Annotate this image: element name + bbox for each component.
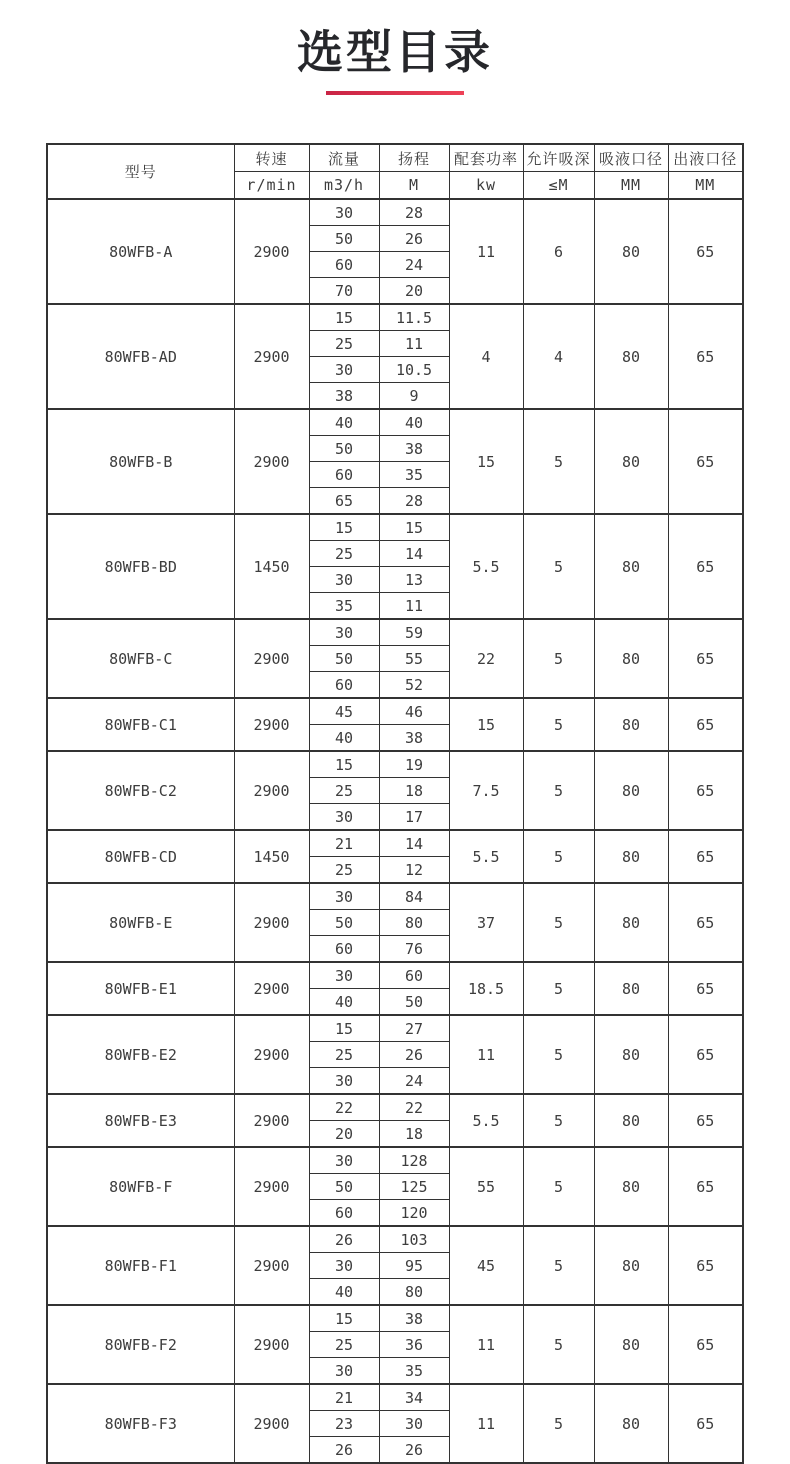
title-underline-decoration [326, 91, 464, 95]
head-cell: 28 [379, 199, 449, 226]
flow-cell: 25 [309, 331, 379, 357]
power-cell: 15 [449, 409, 523, 514]
flow-cell: 20 [309, 1121, 379, 1148]
power-cell: 11 [449, 199, 523, 304]
inlet-cell: 80 [594, 1384, 668, 1463]
inlet-cell: 80 [594, 514, 668, 619]
suction-cell: 5 [523, 698, 594, 751]
flow-cell: 15 [309, 304, 379, 331]
inlet-cell: 80 [594, 304, 668, 409]
flow-cell: 15 [309, 751, 379, 778]
head-cell: 128 [379, 1147, 449, 1174]
power-cell: 5.5 [449, 830, 523, 883]
head-cell: 120 [379, 1200, 449, 1227]
model-cell: 80WFB-F1 [47, 1226, 234, 1305]
flow-cell: 25 [309, 1332, 379, 1358]
flow-cell: 30 [309, 804, 379, 831]
table-row [47, 304, 743, 331]
power-cell: 11 [449, 1384, 523, 1463]
flow-cell: 30 [309, 1068, 379, 1095]
power-cell: 11 [449, 1015, 523, 1094]
flow-cell: 40 [309, 989, 379, 1016]
flow-cell: 30 [309, 567, 379, 593]
power-cell: 18.5 [449, 962, 523, 1015]
head-cell: 38 [379, 436, 449, 462]
flow-cell: 25 [309, 541, 379, 567]
power-cell: 15 [449, 698, 523, 751]
table-header [47, 144, 743, 199]
suction-cell: 5 [523, 514, 594, 619]
page-title: 选型目录 [297, 25, 493, 79]
power-cell: 4 [449, 304, 523, 409]
outlet-cell: 65 [668, 619, 743, 698]
head-cell: 34 [379, 1384, 449, 1411]
header-speed-unit: r/min [234, 172, 309, 200]
table-row [47, 962, 743, 989]
power-cell: 45 [449, 1226, 523, 1305]
suction-cell: 5 [523, 830, 594, 883]
head-cell: 38 [379, 1305, 449, 1332]
model-cell: 80WFB-C2 [47, 751, 234, 830]
head-cell: 46 [379, 698, 449, 725]
model-cell: 80WFB-F3 [47, 1384, 234, 1463]
header-head: 扬程 [379, 144, 449, 172]
head-cell: 76 [379, 936, 449, 963]
suction-cell: 5 [523, 1305, 594, 1384]
header-power-unit: kw [449, 172, 523, 200]
header-outlet: 出液口径 [668, 144, 743, 172]
table-row [47, 883, 743, 910]
speed-cell: 2900 [234, 409, 309, 514]
suction-cell: 5 [523, 619, 594, 698]
table-row [47, 199, 743, 226]
header-flow: 流量 [309, 144, 379, 172]
model-cell: 80WFB-AD [47, 304, 234, 409]
outlet-cell: 65 [668, 830, 743, 883]
outlet-cell: 65 [668, 1015, 743, 1094]
selection-catalog-table [46, 143, 744, 1464]
head-cell: 80 [379, 1279, 449, 1306]
head-cell: 40 [379, 409, 449, 436]
table-row [47, 1305, 743, 1332]
head-cell: 22 [379, 1094, 449, 1121]
outlet-cell: 65 [668, 514, 743, 619]
model-cell: 80WFB-E1 [47, 962, 234, 1015]
suction-cell: 6 [523, 199, 594, 304]
power-cell: 11 [449, 1305, 523, 1384]
table-row [47, 409, 743, 436]
speed-cell: 2900 [234, 1226, 309, 1305]
speed-cell: 2900 [234, 1147, 309, 1226]
flow-cell: 60 [309, 462, 379, 488]
header-model: 型号 [47, 144, 234, 199]
head-cell: 60 [379, 962, 449, 989]
flow-cell: 23 [309, 1411, 379, 1437]
flow-cell: 60 [309, 1200, 379, 1227]
speed-cell: 2900 [234, 1384, 309, 1463]
outlet-cell: 65 [668, 1305, 743, 1384]
head-cell: 11.5 [379, 304, 449, 331]
head-cell: 12 [379, 857, 449, 884]
head-cell: 11 [379, 593, 449, 620]
flow-cell: 60 [309, 252, 379, 278]
head-cell: 19 [379, 751, 449, 778]
suction-cell: 5 [523, 1226, 594, 1305]
model-cell: 80WFB-E [47, 883, 234, 962]
suction-cell: 5 [523, 409, 594, 514]
flow-cell: 30 [309, 619, 379, 646]
header-flow-unit: m3/h [309, 172, 379, 200]
suction-cell: 5 [523, 1384, 594, 1463]
head-cell: 28 [379, 488, 449, 515]
outlet-cell: 65 [668, 1226, 743, 1305]
suction-cell: 5 [523, 1015, 594, 1094]
outlet-cell: 65 [668, 1384, 743, 1463]
flow-cell: 35 [309, 593, 379, 620]
head-cell: 95 [379, 1253, 449, 1279]
suction-cell: 5 [523, 883, 594, 962]
outlet-cell: 65 [668, 883, 743, 962]
head-cell: 17 [379, 804, 449, 831]
suction-cell: 4 [523, 304, 594, 409]
flow-cell: 50 [309, 226, 379, 252]
flow-cell: 15 [309, 514, 379, 541]
power-cell: 5.5 [449, 514, 523, 619]
power-cell: 55 [449, 1147, 523, 1226]
flow-cell: 25 [309, 857, 379, 884]
head-cell: 26 [379, 1042, 449, 1068]
head-cell: 14 [379, 541, 449, 567]
speed-cell: 2900 [234, 751, 309, 830]
head-cell: 15 [379, 514, 449, 541]
power-cell: 7.5 [449, 751, 523, 830]
head-cell: 27 [379, 1015, 449, 1042]
header-row-labels [47, 144, 743, 172]
flow-cell: 38 [309, 383, 379, 410]
head-cell: 80 [379, 910, 449, 936]
table-row [47, 619, 743, 646]
header-outlet-unit: MM [668, 172, 743, 200]
inlet-cell: 80 [594, 409, 668, 514]
head-cell: 50 [379, 989, 449, 1016]
inlet-cell: 80 [594, 1305, 668, 1384]
flow-cell: 65 [309, 488, 379, 515]
speed-cell: 2900 [234, 1305, 309, 1384]
model-cell: 80WFB-C1 [47, 698, 234, 751]
outlet-cell: 65 [668, 751, 743, 830]
header-head-unit: M [379, 172, 449, 200]
model-cell: 80WFB-F2 [47, 1305, 234, 1384]
inlet-cell: 80 [594, 751, 668, 830]
table-row [47, 1015, 743, 1042]
flow-cell: 21 [309, 830, 379, 857]
header-suction: 允许吸深 [523, 144, 594, 172]
flow-cell: 21 [309, 1384, 379, 1411]
inlet-cell: 80 [594, 962, 668, 1015]
flow-cell: 26 [309, 1437, 379, 1464]
suction-cell: 5 [523, 962, 594, 1015]
inlet-cell: 80 [594, 830, 668, 883]
flow-cell: 30 [309, 1358, 379, 1385]
speed-cell: 2900 [234, 304, 309, 409]
power-cell: 37 [449, 883, 523, 962]
header-suction-unit: ≤M [523, 172, 594, 200]
speed-cell: 2900 [234, 199, 309, 304]
flow-cell: 50 [309, 1174, 379, 1200]
model-cell: 80WFB-CD [47, 830, 234, 883]
power-cell: 22 [449, 619, 523, 698]
inlet-cell: 80 [594, 1226, 668, 1305]
outlet-cell: 65 [668, 698, 743, 751]
flow-cell: 30 [309, 199, 379, 226]
head-cell: 35 [379, 462, 449, 488]
speed-cell: 2900 [234, 698, 309, 751]
header-power: 配套功率 [449, 144, 523, 172]
model-cell: 80WFB-B [47, 409, 234, 514]
model-cell: 80WFB-F [47, 1147, 234, 1226]
model-cell: 80WFB-C [47, 619, 234, 698]
inlet-cell: 80 [594, 1094, 668, 1147]
head-cell: 35 [379, 1358, 449, 1385]
table-body [47, 199, 743, 1463]
flow-cell: 30 [309, 962, 379, 989]
flow-cell: 22 [309, 1094, 379, 1121]
table-row [47, 1147, 743, 1174]
table-row [47, 1226, 743, 1253]
flow-cell: 45 [309, 698, 379, 725]
flow-cell: 60 [309, 936, 379, 963]
power-cell: 5.5 [449, 1094, 523, 1147]
suction-cell: 5 [523, 1147, 594, 1226]
inlet-cell: 80 [594, 1147, 668, 1226]
head-cell: 13 [379, 567, 449, 593]
head-cell: 30 [379, 1411, 449, 1437]
outlet-cell: 65 [668, 1147, 743, 1226]
header-inlet: 吸液口径 [594, 144, 668, 172]
outlet-cell: 65 [668, 199, 743, 304]
header-inlet-unit: MM [594, 172, 668, 200]
head-cell: 9 [379, 383, 449, 410]
head-cell: 10.5 [379, 357, 449, 383]
head-cell: 20 [379, 278, 449, 305]
inlet-cell: 80 [594, 619, 668, 698]
flow-cell: 50 [309, 436, 379, 462]
head-cell: 55 [379, 646, 449, 672]
outlet-cell: 65 [668, 962, 743, 1015]
header-speed: 转速 [234, 144, 309, 172]
flow-cell: 25 [309, 1042, 379, 1068]
head-cell: 52 [379, 672, 449, 699]
head-cell: 125 [379, 1174, 449, 1200]
flow-cell: 30 [309, 1147, 379, 1174]
suction-cell: 5 [523, 751, 594, 830]
flow-cell: 15 [309, 1305, 379, 1332]
speed-cell: 1450 [234, 514, 309, 619]
head-cell: 59 [379, 619, 449, 646]
head-cell: 38 [379, 725, 449, 752]
flow-cell: 60 [309, 672, 379, 699]
flow-cell: 50 [309, 646, 379, 672]
head-cell: 18 [379, 778, 449, 804]
flow-cell: 40 [309, 725, 379, 752]
outlet-cell: 65 [668, 409, 743, 514]
flow-cell: 50 [309, 910, 379, 936]
speed-cell: 2900 [234, 962, 309, 1015]
inlet-cell: 80 [594, 199, 668, 304]
table-row [47, 514, 743, 541]
flow-cell: 25 [309, 778, 379, 804]
model-cell: 80WFB-E2 [47, 1015, 234, 1094]
table-row [47, 751, 743, 778]
flow-cell: 40 [309, 1279, 379, 1306]
flow-cell: 40 [309, 409, 379, 436]
head-cell: 24 [379, 252, 449, 278]
inlet-cell: 80 [594, 1015, 668, 1094]
head-cell: 84 [379, 883, 449, 910]
head-cell: 36 [379, 1332, 449, 1358]
table-row [47, 698, 743, 725]
head-cell: 14 [379, 830, 449, 857]
model-cell: 80WFB-BD [47, 514, 234, 619]
speed-cell: 2900 [234, 1015, 309, 1094]
head-cell: 18 [379, 1121, 449, 1148]
inlet-cell: 80 [594, 698, 668, 751]
flow-cell: 26 [309, 1226, 379, 1253]
speed-cell: 2900 [234, 883, 309, 962]
model-cell: 80WFB-A [47, 199, 234, 304]
suction-cell: 5 [523, 1094, 594, 1147]
table-row [47, 1384, 743, 1411]
inlet-cell: 80 [594, 883, 668, 962]
flow-cell: 30 [309, 1253, 379, 1279]
flow-cell: 70 [309, 278, 379, 305]
model-cell: 80WFB-E3 [47, 1094, 234, 1147]
table-row [47, 1094, 743, 1121]
table-row [47, 830, 743, 857]
flow-cell: 30 [309, 883, 379, 910]
flow-cell: 15 [309, 1015, 379, 1042]
outlet-cell: 65 [668, 304, 743, 409]
head-cell: 26 [379, 1437, 449, 1464]
head-cell: 103 [379, 1226, 449, 1253]
speed-cell: 2900 [234, 619, 309, 698]
head-cell: 11 [379, 331, 449, 357]
speed-cell: 2900 [234, 1094, 309, 1147]
outlet-cell: 65 [668, 1094, 743, 1147]
head-cell: 24 [379, 1068, 449, 1095]
flow-cell: 30 [309, 357, 379, 383]
head-cell: 26 [379, 226, 449, 252]
speed-cell: 1450 [234, 830, 309, 883]
